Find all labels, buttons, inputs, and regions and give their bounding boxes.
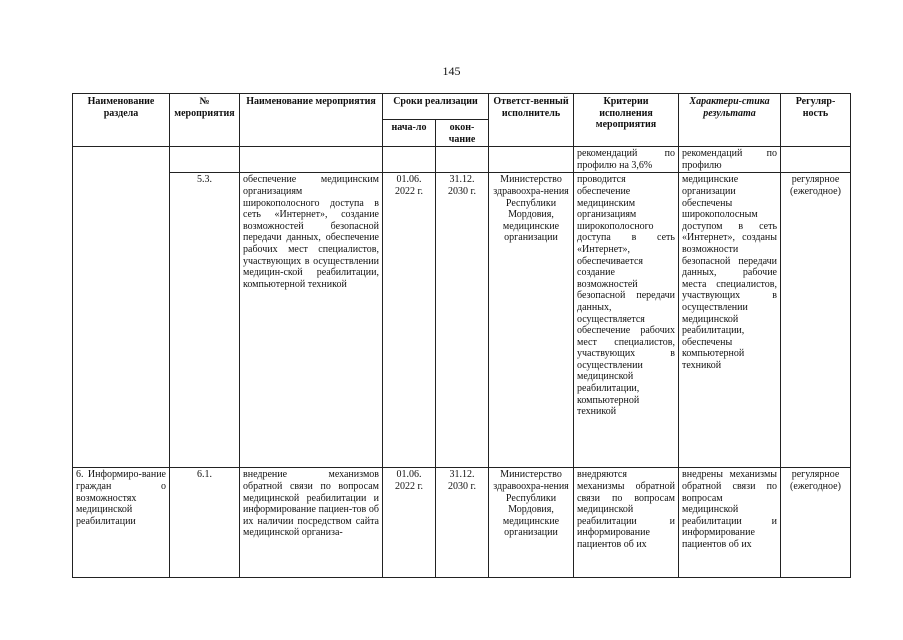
cell-start: 01.06. 2022 г. bbox=[383, 468, 436, 578]
cell-name bbox=[240, 147, 383, 173]
header-start: нача-ло bbox=[383, 120, 436, 147]
header-event-name: Наименование мероприятия bbox=[240, 94, 383, 147]
cell-regularity: регулярное (ежегодное) bbox=[781, 468, 851, 578]
cell-result: внедрены механизмы обратной связи по вопросам медицинской реабилитации и информирование пациентов об их bbox=[679, 468, 781, 578]
cell-number: 6.1. bbox=[170, 468, 240, 578]
header-section-name: Наименование раздела bbox=[73, 94, 170, 147]
header-result: Характери-стика результата bbox=[679, 94, 781, 147]
table-row bbox=[73, 147, 851, 173]
cell-name: внедрение механизмов обратной связи по вопросам медицинской реабилитации и информирование пациен-тов об их наличии посредством сайта медицинской организа- bbox=[240, 468, 383, 578]
cell-start: 01.06. 2022 г. bbox=[383, 173, 436, 468]
cell-end: 31.12. 2030 г. bbox=[436, 468, 489, 578]
header-regularity: Регуляр-ность bbox=[781, 94, 851, 147]
cell-regularity: регулярное (ежегодное) bbox=[781, 173, 851, 468]
header-criteria: Критерии исполнения мероприятия bbox=[574, 94, 679, 147]
table-row bbox=[73, 173, 851, 468]
table-header-row bbox=[73, 94, 851, 120]
cell-executor bbox=[489, 147, 574, 173]
cell-criteria: внедряются механизмы обратной связи по вопросам медицинской реабилитации и информирование пациентов об их bbox=[574, 468, 679, 578]
cell-section bbox=[73, 147, 170, 468]
header-executor: Ответст-венный исполнитель bbox=[489, 94, 574, 147]
cell-start bbox=[383, 147, 436, 173]
cell-end: 31.12. 2030 г. bbox=[436, 173, 489, 468]
cell-end bbox=[436, 147, 489, 173]
cell-criteria: рекомендаций по профилю на 3,6% bbox=[574, 147, 679, 173]
cell-number bbox=[170, 147, 240, 173]
table-row bbox=[73, 468, 851, 578]
events-table bbox=[72, 93, 851, 578]
header-end: окон-чание bbox=[436, 120, 489, 147]
cell-section: 6. Информиро-вание граждан о возможностях медицинской реабилитации bbox=[73, 468, 170, 578]
page-number: 145 bbox=[442, 64, 461, 78]
header-event-number: № мероприятия bbox=[170, 94, 240, 147]
cell-executor: Министерство здравоохра-нения Республики Мордовия, медицинские организации bbox=[489, 468, 574, 578]
cell-name: обеспечение медицинским организациям широкополосного доступа в сеть «Интернет», создание возможностей безопасной передачи данных, обеспечение рабочих мест специалистов, участвующих в осуществлении медицин-ской реабилитации, компьютерной техникой bbox=[240, 173, 383, 468]
cell-regularity bbox=[781, 147, 851, 173]
header-terms: Сроки реализации bbox=[383, 94, 489, 120]
cell-executor: Министерство здравоохра-нения Республики Мордовия, медицинские организации bbox=[489, 173, 574, 468]
cell-criteria: проводится обеспечение медицинским организациям широкополосного доступа в сеть «Интернет», обеспечивается создание возможностей безопасной передачи данных, осуществляется обеспечение рабочих мест специалистов, участвующих в осуществлении медицинской реабилитации, компьютерной техникой bbox=[574, 173, 679, 468]
cell-result: медицинские организации обеспечены широкополосным доступом в сеть «Интернет», созданы возможности безопасной передачи данных, рабочие места специалистов, участвующих в осуществлении медицинской реабилитации, обеспечены компьютерной техникой bbox=[679, 173, 781, 468]
cell-result: рекомендаций по профилю bbox=[679, 147, 781, 173]
cell-number: 5.3. bbox=[170, 173, 240, 468]
